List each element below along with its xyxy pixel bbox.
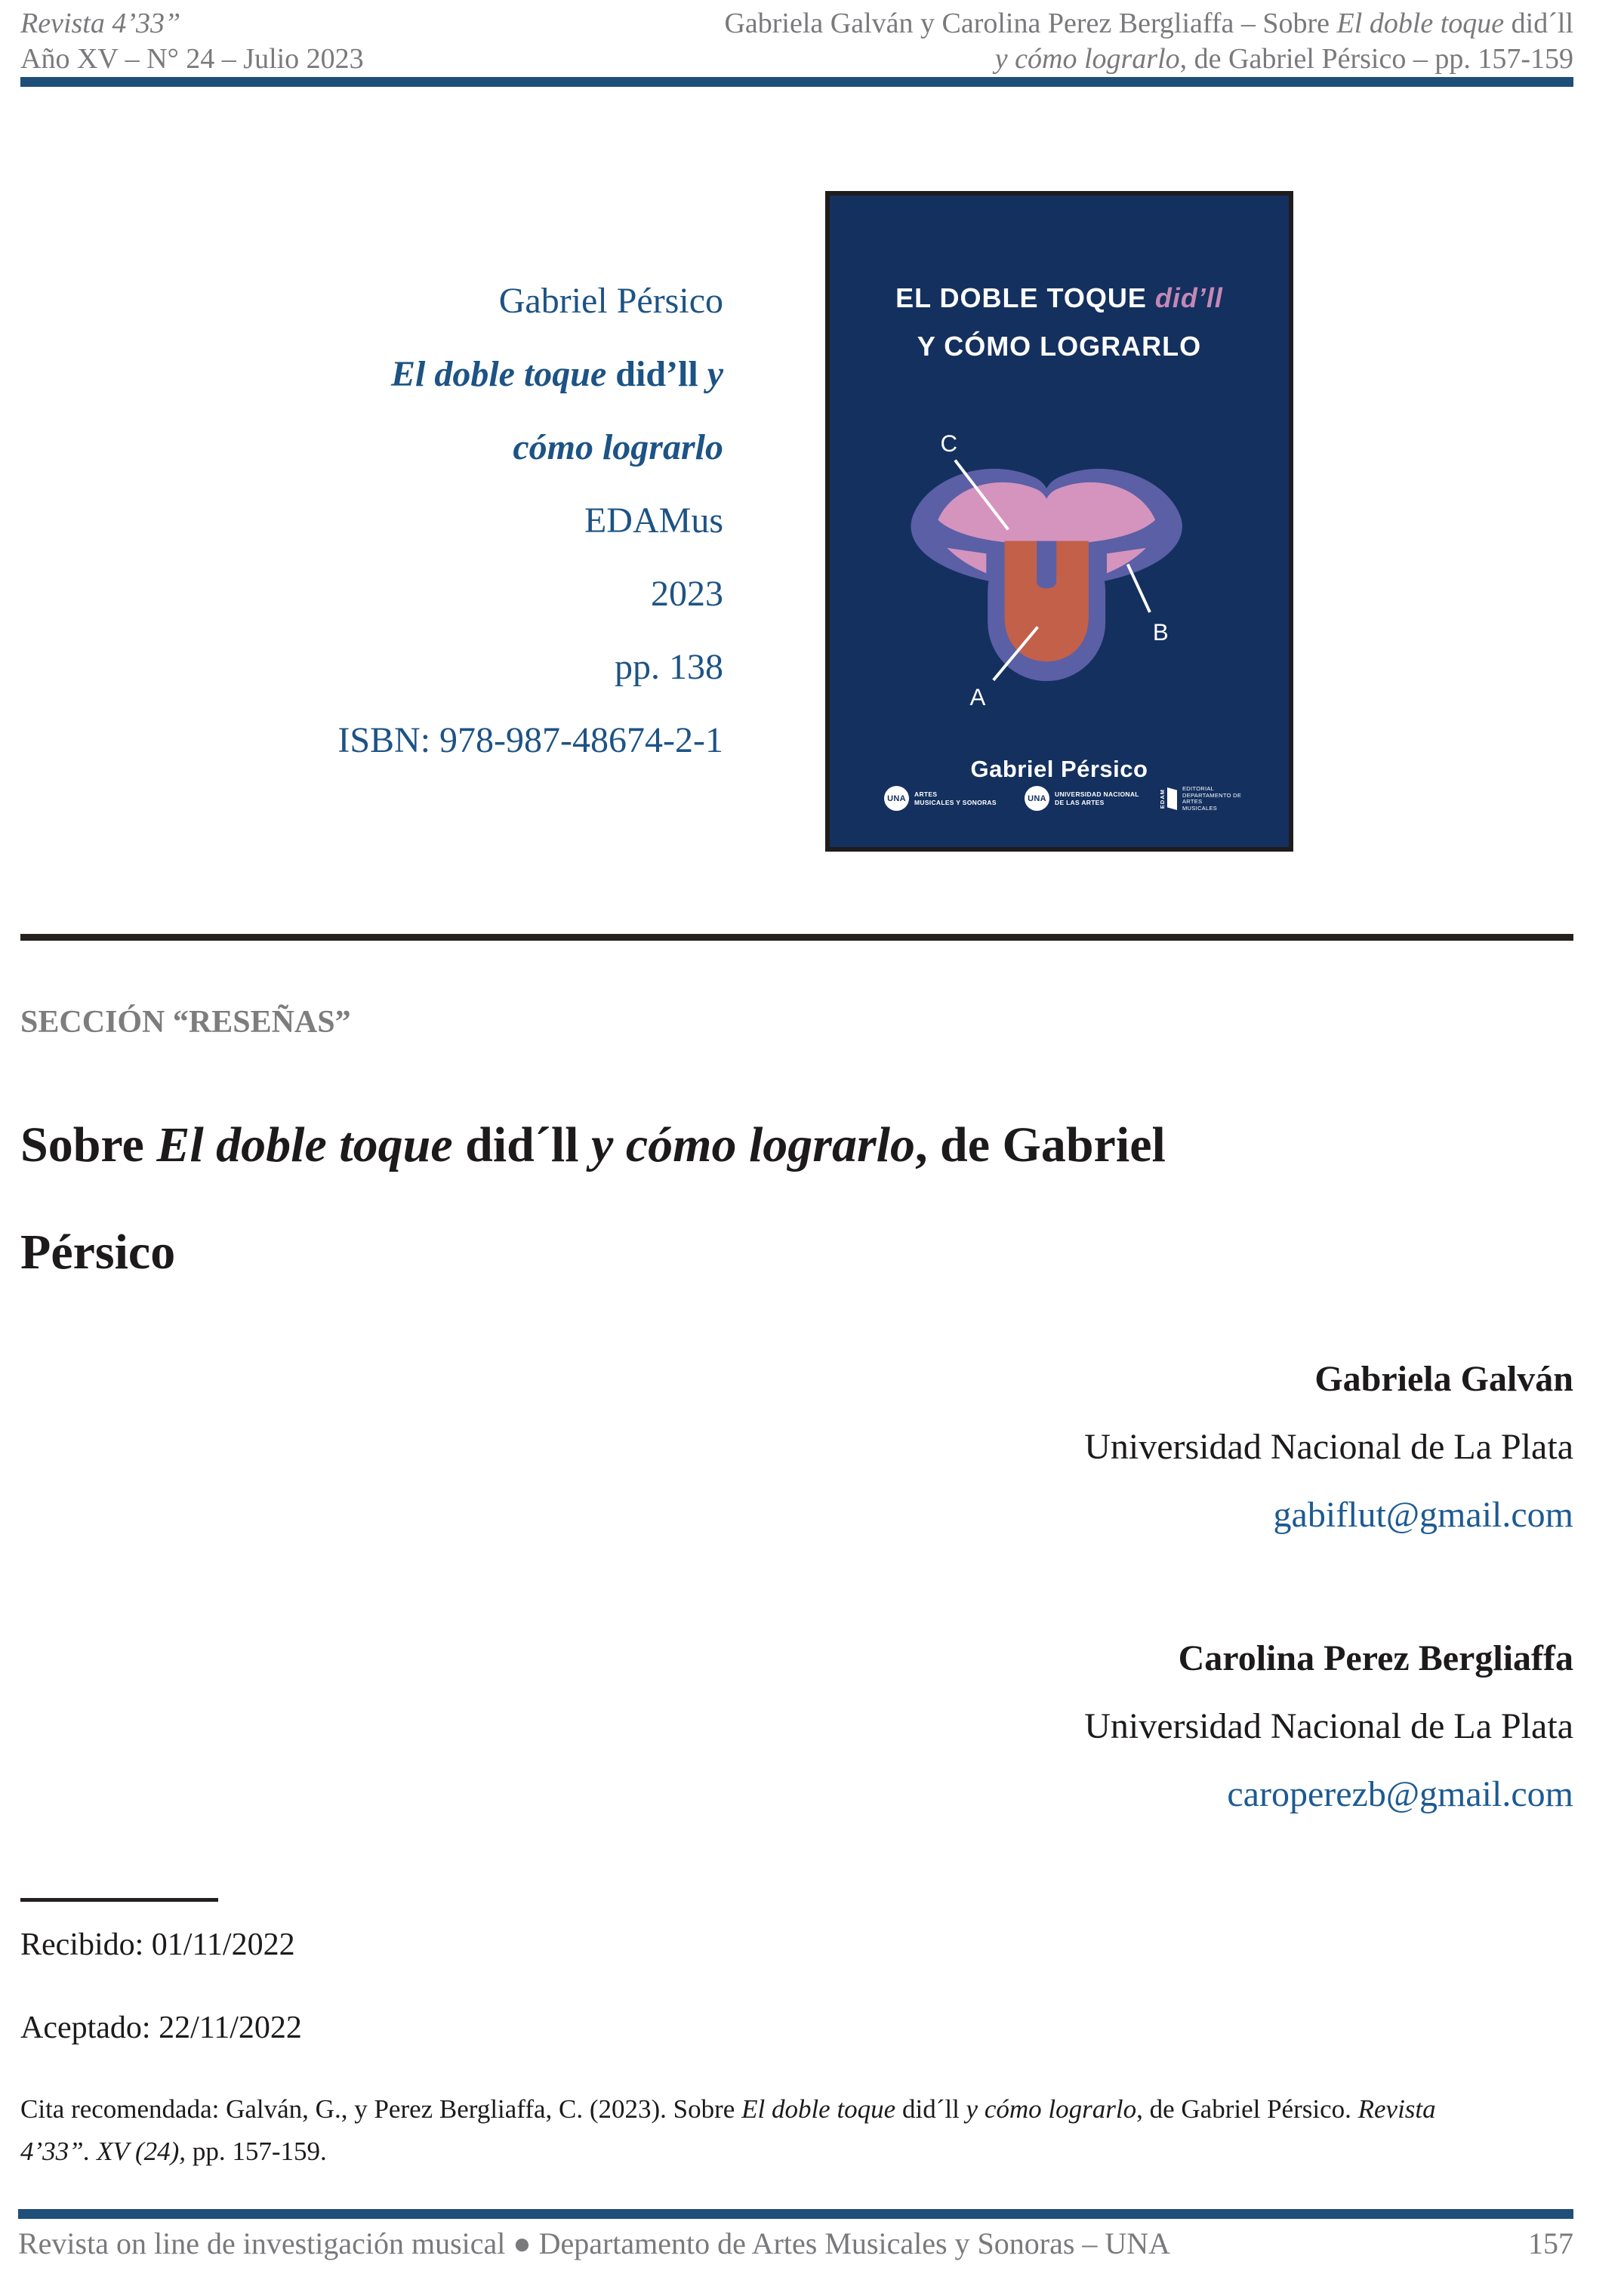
mouth-tongue-illustration [890,413,1215,708]
journal-issue: Año XV – N° 24 – Julio 2023 [20,43,364,75]
author-affiliation: Universidad Nacional de La Plata [1084,1706,1573,1746]
running-head-line1: Gabriela Galván y Carolina Perez Bergliaffa – Sobre El doble toque did´ll [724,8,1573,39]
author-email-link[interactable]: caroperezb@gmail.com [1227,1774,1573,1814]
header-left [20,6,364,77]
journal-title: Revista 4’33” [20,8,181,39]
logo-text: ARTES MUSICALES Y SONORAS [914,790,997,806]
cover-author: Gabriel Pérsico [970,756,1148,782]
section-divider-rule [20,934,1573,941]
una-badge-icon: UNA [884,786,909,811]
author-email-link[interactable]: gabiflut@gmail.com [1273,1495,1573,1535]
footer-rule [18,2209,1573,2219]
received-date: Recibido: 01/11/2022 [20,1927,295,1962]
cover-title [830,274,1289,371]
book-cover-image [825,191,1293,852]
logo-una-universidad [1025,786,1139,811]
logo-una-artes [884,786,997,811]
article-title: Sobre El doble toque did´ll y cómo lograrlo, de Gabriel Pérsico [20,1117,1166,1280]
running-head-line2: y cómo lograrlo, de Gabriel Pérsico – pp. 157-159 [994,43,1573,75]
footer-page-number: 157 [1528,2226,1573,2260]
logo-edam-editorial [1159,786,1241,812]
label-b-line [1128,564,1150,612]
cover-title-line1: EL DOBLE TOQUE did’ll [895,282,1223,313]
edam-badge-icon: EDAM [1159,787,1177,810]
header-rule [20,77,1573,87]
book-pages: pp. 138 [615,647,723,687]
author-name: Carolina Perez Bergliaffa [1178,1638,1573,1678]
footer-journal-line: Revista on line de investigación musical ● Departamento de Artes Musicales y Sonoras – UNA [18,2226,1171,2260]
logo-text: EDITORIAL DEPARTAMENTO DE ARTES MUSICALES [1182,785,1242,812]
author-name: Gabriela Galván [1314,1359,1573,1399]
label-a: A [969,684,986,708]
book-title-line2: cómo lograrlo [513,427,723,467]
book-info [20,264,723,777]
cover-title-line2: Y CÓMO LOGRARLO [917,331,1202,362]
book-isbn: ISBN: 978-987-48674-2-1 [337,720,723,760]
book-year: 2023 [651,574,723,614]
author-affiliation: Universidad Nacional de La Plata [1084,1427,1573,1467]
book-publisher: EDAMus [584,501,723,541]
label-c: C [940,430,958,457]
running-head [724,6,1573,77]
author-block-2 [1084,1625,1573,1829]
accepted-date: Aceptado: 22/11/2022 [20,2010,302,2045]
author-block-1 [1084,1345,1573,1549]
footnote-rule [20,1898,218,1902]
recommended-citation: Cita recomendada: Galván, G., y Perez Bergliaffa, C. (2023). Sobre El doble toque did´ll y cómo lograrlo, de Gabriel Pérsico. Revista 4’33”. XV (24), pp. 157-159. [20,2094,1436,2166]
label-b: B [1152,619,1169,646]
article-title-line2: Pérsico [20,1225,176,1280]
section-label: SECCIÓN “RESEÑAS” [20,1005,351,1040]
una-badge-icon: UNA [1025,786,1049,811]
book-title-line1: El doble toque did’ll y [390,354,723,394]
book-author: Gabriel Pérsico [498,281,723,321]
logo-text: UNIVERSIDAD NACIONAL DE LAS ARTES [1055,790,1139,806]
